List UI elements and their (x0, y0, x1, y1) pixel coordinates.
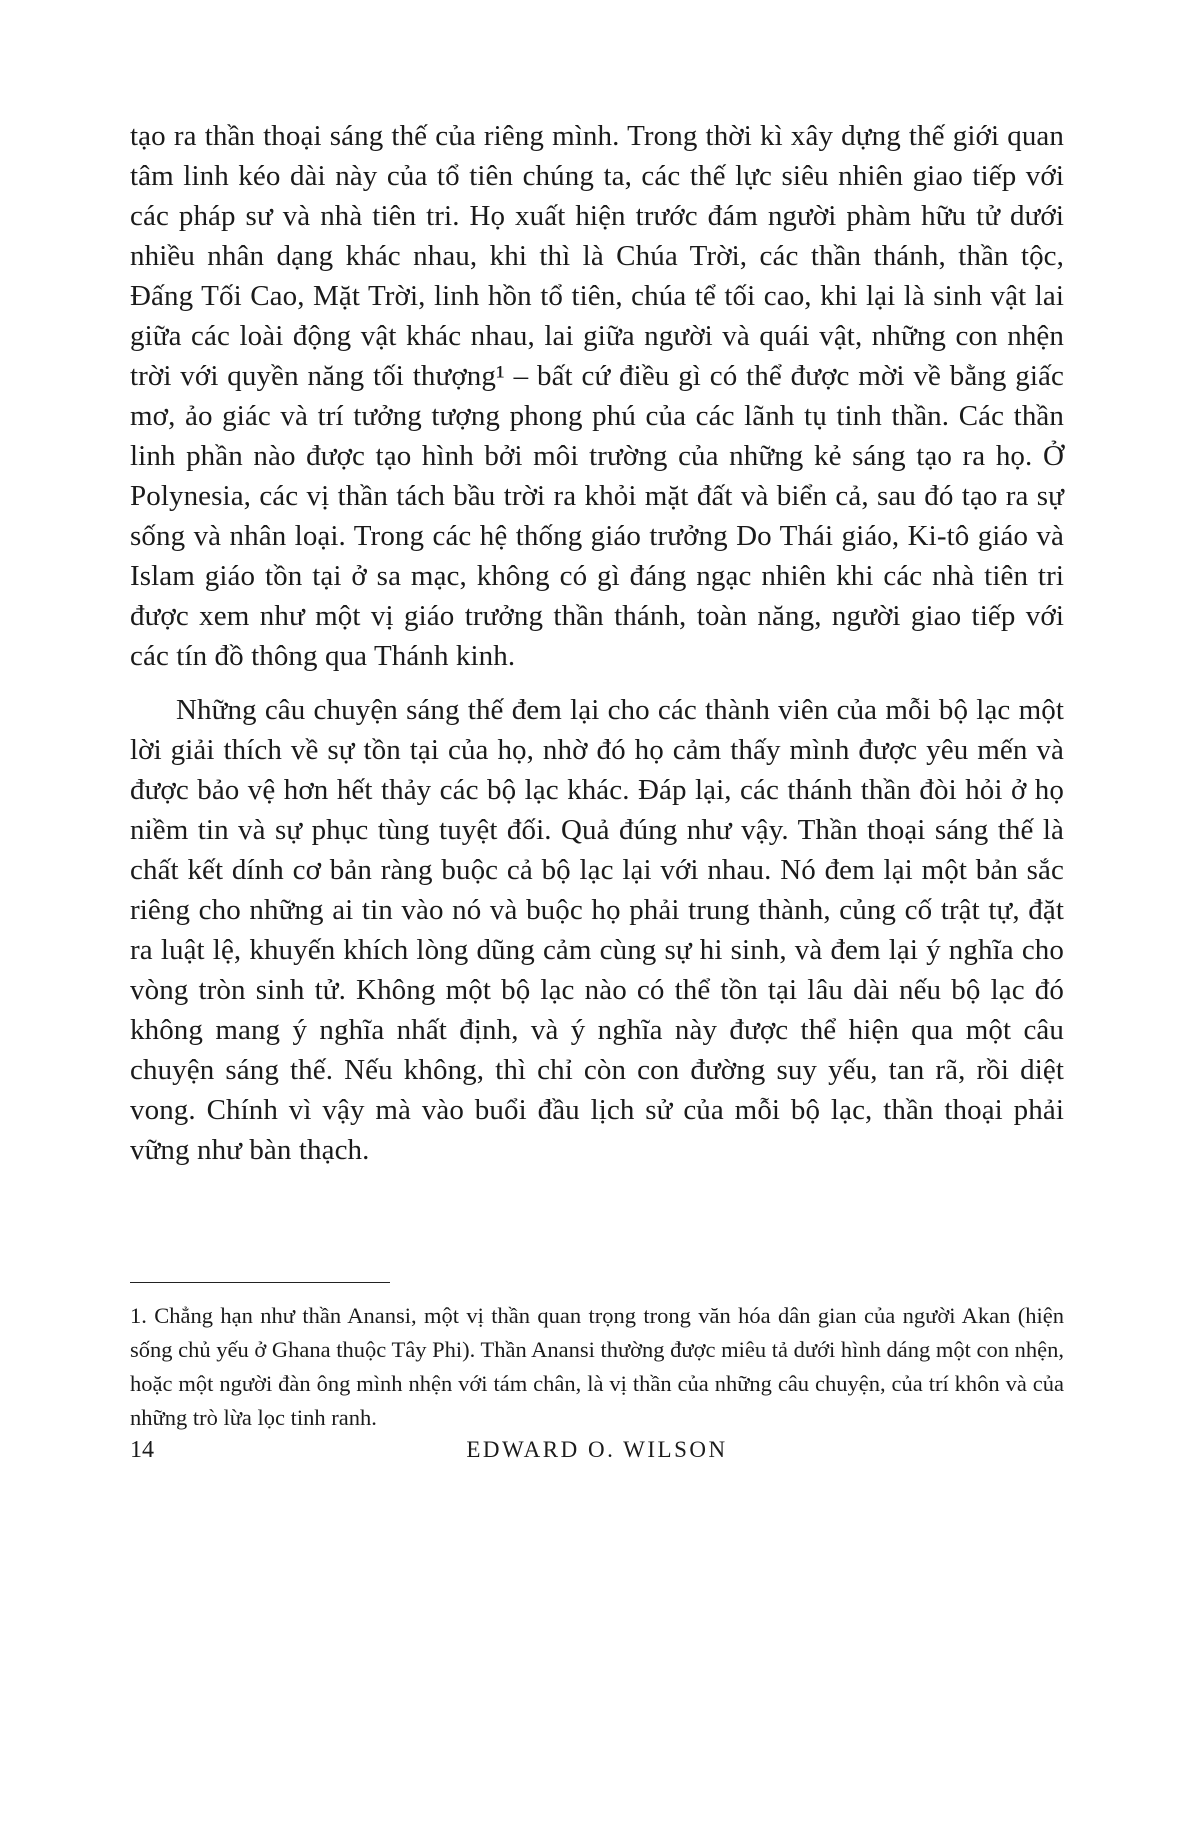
paragraph-2: Những câu chuyện sáng thế đem lại cho các thành viên của mỗi bộ lạc một lời giải thích về sự tồn tại của họ, nhờ đó họ cảm thấy mình được yêu mến và được bảo vệ hơn hết thảy các bộ lạc khác. Đáp lại, các thánh thần đòi hỏi ở họ niềm tin và sự phục tùng tuyệt đối. Quả đúng như vậy. Thần thoại sáng thế là chất kết dính cơ bản ràng buộc cả bộ lạc lại với nhau. Nó đem lại một bản sắc riêng cho những ai tin vào nó và buộc họ phải trung thành, củng cố trật tự, đặt ra luật lệ, khuyến khích lòng dũng cảm cùng sự hi sinh, và đem lại ý nghĩa cho vòng tròn sinh tử. Không một bộ lạc nào có thể tồn tại lâu dài nếu bộ lạc đó không mang ý nghĩa nhất định, và ý nghĩa này được thể hiện qua một câu chuyện sáng thế. Nếu không, thì chỉ còn con đường suy yếu, tan rã, rồi diệt vong. Chính vì vậy mà vào buổi đầu lịch sử của mỗi bộ lạc, thần thoại phải vững như bàn thạch. (130, 694, 1064, 1166)
footnote-text: 1. Chẳng hạn như thần Anansi, một vị thần quan trọng trong văn hóa dân gian của người Akan (hiện sống chủ yếu ở Ghana thuộc Tây Phi). Thần Anansi thường được miêu tả dưới hình dáng một con nhện, hoặc một người đàn ông mình nhện với tám chân, là vị thần của những câu chuyện, của trí khôn và của những trò lừa lọc tinh ranh. (130, 1303, 1064, 1430)
page-footer (130, 1436, 1064, 1468)
page-number: 14 (130, 1437, 154, 1463)
running-title: EDWARD O. WILSON (466, 1437, 728, 1462)
paragraph-1: tạo ra thần thoại sáng thế của riêng mình. Trong thời kì xây dựng thế giới quan tâm linh kéo dài này của tổ tiên chúng ta, các thế lực siêu nhiên giao tiếp với các pháp sư và nhà tiên tri. Họ xuất hiện trước đám người phàm hữu tử dưới nhiều nhân dạng khác nhau, khi thì là Chúa Trời, các thần thánh, thần tộc, Đấng Tối Cao, Mặt Trời, linh hồn tổ tiên, chúa tể tối cao, khi lại là sinh vật lai giữa các loài động vật khác nhau, lai giữa người và quái vật, những con nhện trời với quyền năng tối thượng¹ – bất cứ điều gì có thể được mời về bằng giấc mơ, ảo giác và trí tưởng tượng phong phú của các lãnh tụ tinh thần. Các thần linh phần nào được tạo hình bởi môi trường của những kẻ sáng tạo ra họ. Ở Polynesia, các vị thần tách bầu trời ra khỏi mặt đất và biển cả, sau đó tạo ra sự sống và nhân loại. Trong các hệ thống giáo trưởng Do Thái giáo, Ki-tô giáo và Islam giáo tồn tại ở sa mạc, không có gì đáng ngạc nhiên khi các nhà tiên tri được xem như một vị giáo trưởng thần thánh, toàn năng, người giao tiếp với các tín đồ thông qua Thánh kinh. (130, 120, 1064, 672)
footnote-section (130, 1282, 1064, 1435)
footnote-divider (130, 1282, 390, 1283)
page-body (130, 116, 1064, 1170)
